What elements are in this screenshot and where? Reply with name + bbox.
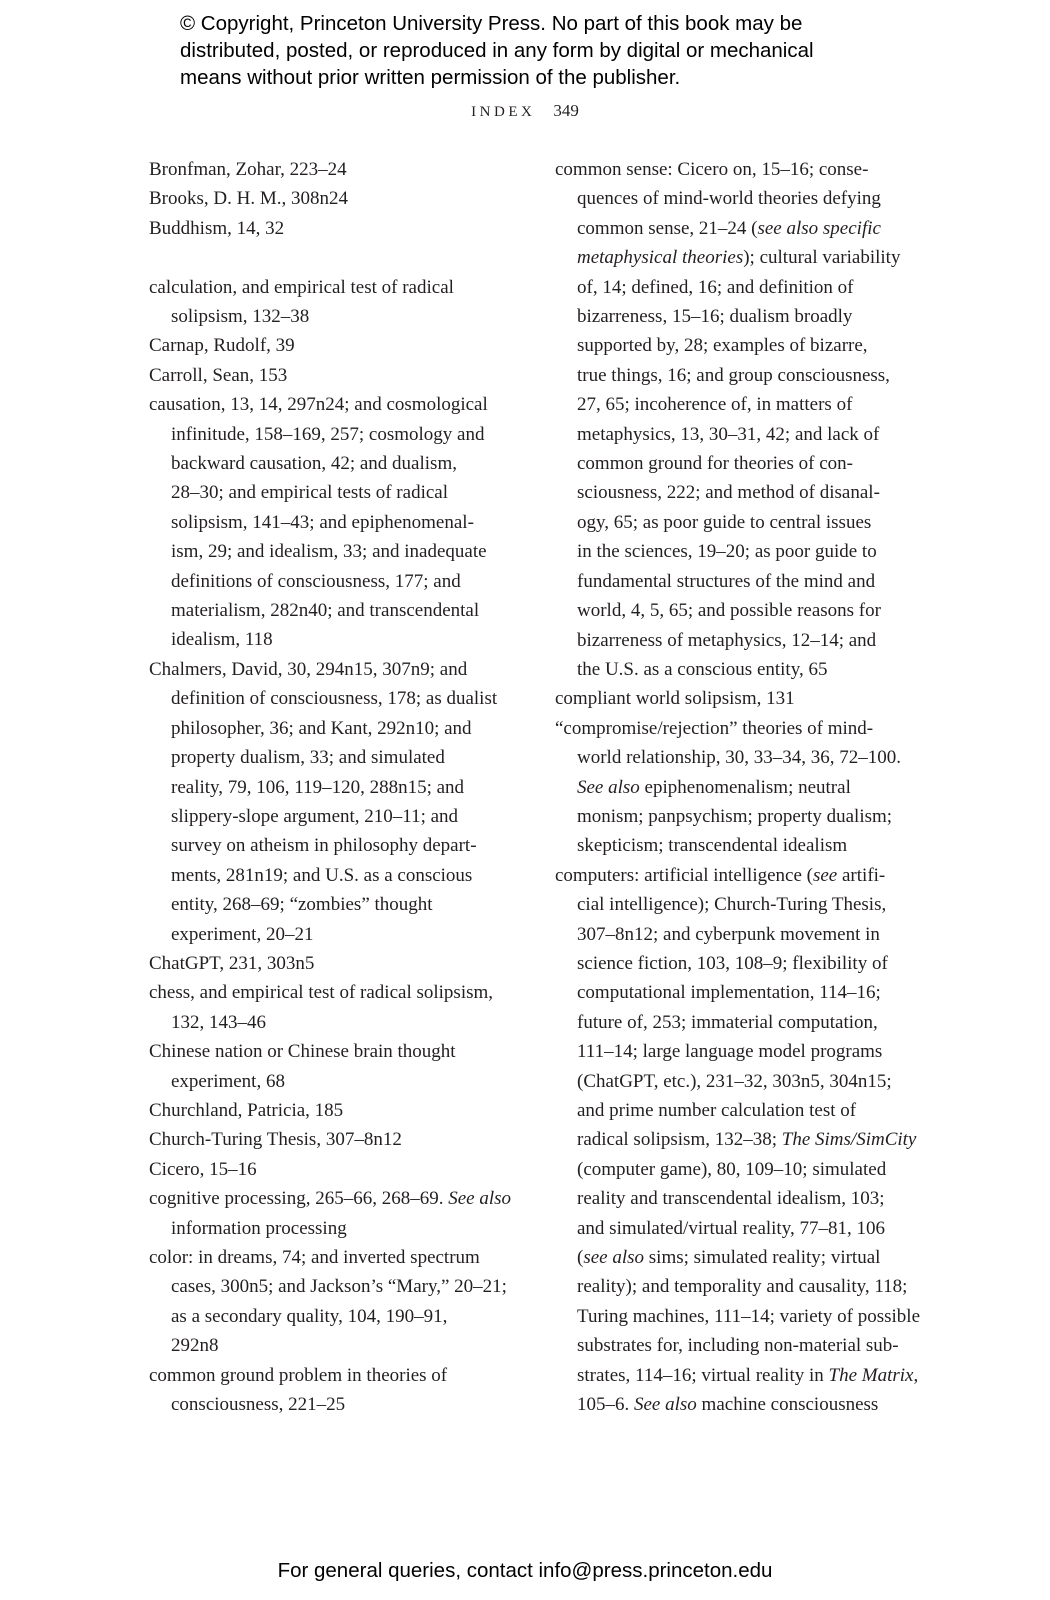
index-entry: Church-Turing Thesis, 307–8n12: [149, 1129, 402, 1151]
index-entry: “compromise/rejection” theories of mind- world relationship, 30, 33–34, 36, 72–100. See also epiphenomenalism; neutral monism; panpsychism; property dualism; skepticism; transcendental idealism: [555, 717, 902, 857]
index-entry: ChatGPT, 231, 303n5: [149, 952, 315, 974]
page-number: 349: [553, 101, 579, 120]
index-entry: color: in dreams, 74; and inverted spectrum cases, 300n5; and Jackson’s “Mary,” 20–21; as a secondary quality, 104, 190–91, 292n8: [149, 1247, 507, 1357]
running-head-label: INDEX: [471, 104, 536, 120]
copyright-notice: [180, 10, 940, 91]
index-entry: Churchland, Patricia, 185: [149, 1099, 344, 1121]
index-entry: common sense: Cicero on, 15–16; conse- quences of mind-world theories defying common sense, 21–24 (see also specific metaphysical theories); cultural variability of, 14; defined, 16; and definition of bizarreness, 15–16; dualism broadly supported by, 28; examples of bizarre, true things, 16; and group consciousness, 27, 65; incoherence of, in matters of metaphysics, 13, 30–31, 42; and lack of common ground for theories of con- sciousness, 222; and method of disanal- ogy, 65; as poor guide to central issues in the sciences, 19–20; as poor guide to fundamental structures of the mind and world, 4, 5, 65; and possible reasons for bizarreness of metaphysics, 12–14; and the U.S. as a conscious entity, 65: [555, 159, 901, 680]
index-column-left: [149, 155, 529, 1419]
index-entry: Chalmers, David, 30, 294n15, 307n9; and definition of consciousness, 178; as dualist philosopher, 36; and Kant, 292n10; and property dualism, 33; and simulated reality, 79, 106, 119–120, 288n15; and slippery-slope argument, 210–11; and survey on atheism in philosophy depart- ments, 281n19; and U.S. as a conscious entity, 268–69; “zombies” thought experiment, 20–21: [149, 658, 498, 945]
index-entry: cognitive processing, 265–66, 268–69. See also information processing: [149, 1188, 512, 1239]
index-column-right: [555, 155, 927, 1419]
index-entry: causation, 13, 14, 297n24; and cosmological infinitude, 158–169, 257; cosmology and backward causation, 42; and dualism, 28–30; and empirical tests of radical solipsism, 141–43; and epiphenomenal- ism, 29; and idealism, 33; and inadequate definitions of consciousness, 177; and materialism, 282n40; and transcendental idealism, 118: [149, 394, 488, 651]
index-entry: Chinese nation or Chinese brain thought experiment, 68: [149, 1041, 456, 1092]
copyright-line: © Copyright, Princeton University Press. No part of this book may be: [180, 12, 803, 35]
index-entry: Buddhism, 14, 32: [149, 217, 285, 239]
index-entry: chess, and empirical test of radical solipsism, 132, 143–46: [149, 982, 494, 1033]
index-entry: Bronfman, Zohar, 223–24: [149, 159, 347, 180]
copyright-line: means without prior written permission of the publisher.: [180, 66, 681, 89]
footer-contact: For general queries, contact info@press.princeton.edu: [277, 1559, 773, 1582]
copyright-line: distributed, posted, or reproduced in any form by digital or mechanical: [180, 39, 814, 62]
index-letter-gap: [149, 243, 529, 272]
index-entry: common ground problem in theories of consciousness, 221–25: [149, 1364, 448, 1416]
index-entry: computers: artificial intelligence (see artifi- cial intelligence); Church-Turing Thesis, 307–8n12; and cyberpunk movement in science fiction, 103, 108–9; flexibility of computational implementation, 114–16; future of, 253; immaterial computation, 111–14; large language model programs (ChatGPT, etc.), 231–32, 303n5, 304n15; and prime number calculation test of radical solipsism, 132–38; The Sims/SimCity (computer game), 80, 109–10; simulated reality and transcendental idealism, 103; and simulated/virtual reality, 77–81, 106 (see also sims; simulated reality; virtual reality); and temporality and causality, 118; Turing machines, 111–14; variety of possible substrates for, including non-material sub- strates, 114–16; virtual reality in The Matrix, 105–6. See also machine consciousness: [555, 864, 921, 1416]
running-head: [0, 101, 1050, 122]
index-entry: Cicero, 15–16: [149, 1158, 257, 1180]
index-entry: Carnap, Rudolf, 39: [149, 335, 295, 357]
index-entry: Carroll, Sean, 153: [149, 364, 288, 386]
index-entry: calculation, and empirical test of radical solipsism, 132–38: [149, 276, 454, 328]
index-entry: Brooks, D. H. M., 308n24: [149, 188, 348, 210]
index-entry: compliant world solipsism, 131: [555, 688, 795, 710]
